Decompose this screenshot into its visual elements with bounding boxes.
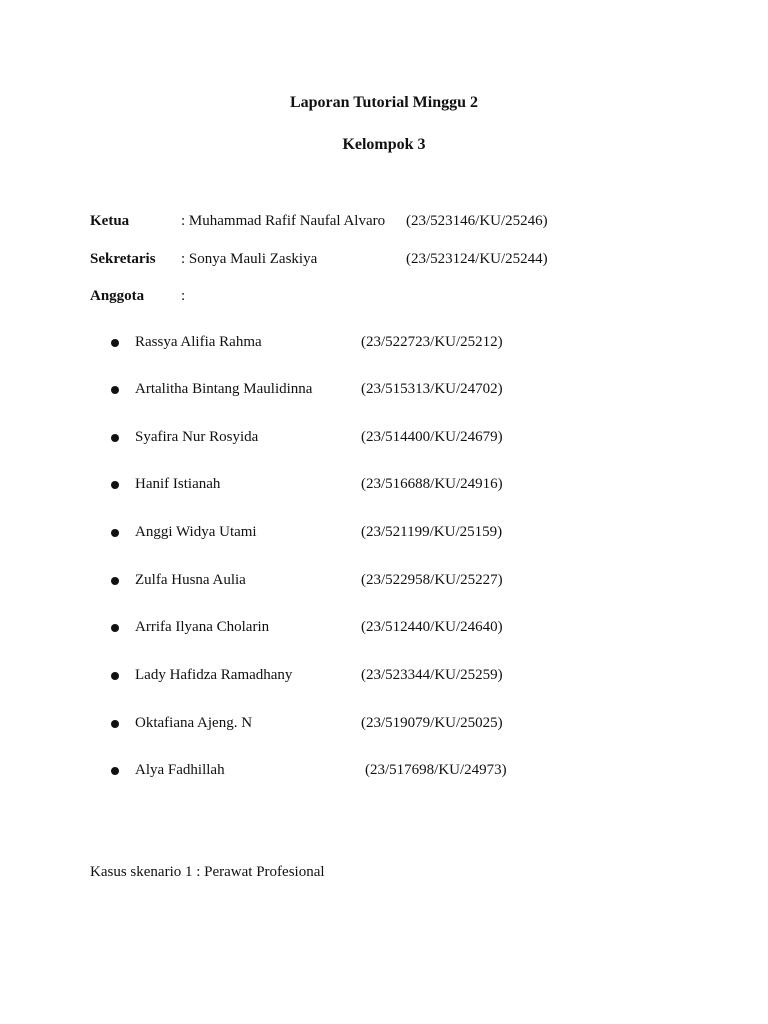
list-item — [111, 334, 531, 354]
member-student-id: (23/516688/KU/24916) — [361, 476, 503, 492]
member-student-id: (23/515313/KU/24702) — [361, 381, 503, 397]
list-item — [111, 429, 531, 449]
page-subtitle: Kelompok 3 — [342, 136, 426, 153]
member-student-id: (23/521199/KU/25159) — [361, 524, 503, 540]
bullet-icon — [111, 434, 119, 442]
list-item — [111, 715, 531, 735]
role-label: Anggota — [90, 288, 145, 304]
bullet-icon — [111, 720, 119, 728]
bullet-icon — [111, 529, 119, 537]
member-name: Artalitha Bintang Maulidinna — [135, 381, 313, 397]
list-item — [111, 667, 531, 687]
list-item — [111, 619, 531, 639]
list-item — [111, 762, 531, 782]
role-label: Ketua — [90, 213, 130, 229]
member-student-id: (23/517698/KU/24973) — [365, 762, 507, 778]
case-scenario-text: Kasus skenario 1 : Perawat Profesional — [90, 864, 325, 880]
role-name: : Sonya Mauli Zaskiya — [181, 251, 318, 267]
role-student-id: (23/523146/KU/25246) — [406, 213, 548, 229]
member-student-id: (23/523344/KU/25259) — [361, 667, 503, 683]
member-name: Rassya Alifia Rahma — [135, 334, 262, 350]
list-item — [111, 572, 531, 592]
role-name: : Muhammad Rafif Naufal Alvaro — [181, 213, 386, 229]
list-item — [111, 524, 531, 544]
member-name: Arrifa Ilyana Cholarin — [135, 619, 270, 635]
member-student-id: (23/522958/KU/25227) — [361, 572, 503, 588]
page-title: Laporan Tutorial Minggu 2 — [289, 94, 479, 111]
member-student-id: (23/514400/KU/24679) — [361, 429, 503, 445]
role-student-id: (23/523124/KU/25244) — [406, 251, 548, 267]
bullet-icon — [111, 339, 119, 347]
role-label: Sekretaris — [90, 251, 156, 267]
member-name: Anggi Widya Utami — [135, 524, 257, 540]
member-student-id: (23/512440/KU/24640) — [361, 619, 503, 635]
role-name: : — [181, 288, 186, 304]
list-item — [111, 476, 531, 496]
bullet-icon — [111, 624, 119, 632]
member-name: Hanif Istianah — [135, 476, 221, 492]
bullet-icon — [111, 577, 119, 585]
member-name: Syafira Nur Rosyida — [135, 429, 259, 445]
bullet-icon — [111, 767, 119, 775]
member-name: Zulfa Husna Aulia — [135, 572, 246, 588]
list-item — [111, 381, 531, 401]
member-student-id: (23/519079/KU/25025) — [361, 715, 503, 731]
member-name: Lady Hafidza Ramadhany — [135, 667, 293, 683]
bullet-icon — [111, 481, 119, 489]
member-name: Alya Fadhillah — [135, 762, 225, 778]
bullet-icon — [111, 672, 119, 680]
member-student-id: (23/522723/KU/25212) — [361, 334, 503, 350]
member-name: Oktafiana Ajeng. N — [135, 715, 253, 731]
bullet-icon — [111, 386, 119, 394]
